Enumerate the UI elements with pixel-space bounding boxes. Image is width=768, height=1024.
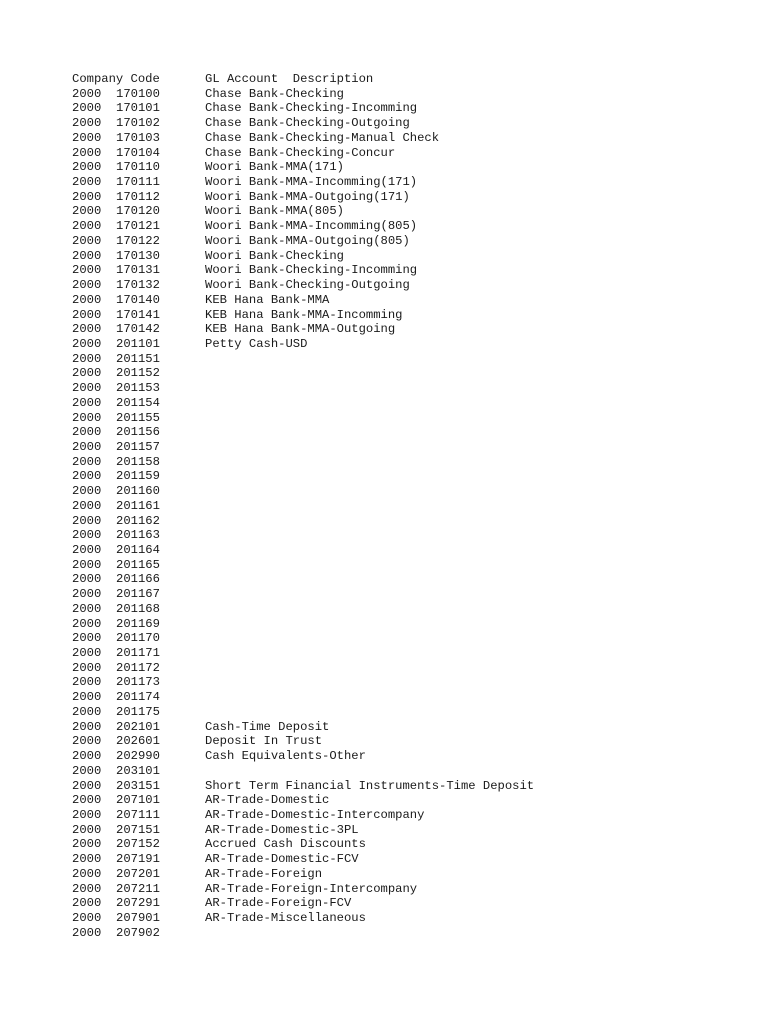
gl-account-cell: 202990 [116, 749, 160, 764]
gl-account-cell: 170103 [116, 130, 160, 145]
table-row [72, 720, 692, 735]
gl-account-cell: 170120 [116, 204, 160, 219]
table-row [72, 631, 692, 646]
table-row [72, 322, 692, 337]
table-row [72, 411, 692, 426]
description-cell: Woori Bank-MMA-Incomming(805) [205, 219, 418, 234]
description-cell: Chase Bank-Checking-Outgoing [205, 116, 410, 131]
company-code-cell: 2000 [72, 86, 102, 101]
gl-account-cell: 203151 [116, 778, 160, 793]
gl-account-cell: 170112 [116, 189, 160, 204]
gl-account-cell: 201151 [116, 351, 160, 366]
table-row [72, 911, 692, 926]
company-code-cell: 2000 [72, 881, 102, 896]
header-row [72, 72, 692, 87]
gl-account-cell: 170122 [116, 233, 160, 248]
gl-account-cell: 170110 [116, 160, 160, 175]
company-code-cell: 2000 [72, 469, 102, 484]
company-code-cell: 2000 [72, 366, 102, 381]
gl-account-cell: 170100 [116, 86, 160, 101]
gl-account-cell: 202101 [116, 719, 160, 734]
company-code-cell: 2000 [72, 675, 102, 690]
company-code-cell: 2000 [72, 307, 102, 322]
company-code-cell: 2000 [72, 410, 102, 425]
company-code-cell: 2000 [72, 454, 102, 469]
table-row [72, 572, 692, 587]
company-code-cell: 2000 [72, 543, 102, 557]
header-description: Description [292, 72, 374, 86]
description-cell: Woori Bank-MMA(171) [205, 160, 344, 175]
gl-account-cell: 207111 [116, 807, 160, 822]
company-code-cell: 2000 [72, 572, 102, 587]
company-code-cell: 2000 [72, 175, 102, 190]
table-row [72, 234, 692, 249]
company-code-cell: 2000 [72, 601, 102, 616]
company-code-cell: 2000 [72, 513, 102, 528]
company-code-cell: 2000 [72, 425, 102, 440]
company-code-cell: 2000 [72, 793, 102, 808]
table-row [72, 101, 692, 116]
gl-account-cell: 201165 [116, 557, 160, 572]
company-code-cell: 2000 [72, 395, 102, 410]
description-cell: Woori Bank-Checking [205, 248, 344, 263]
table-row [72, 837, 692, 852]
company-code-cell: 2000 [72, 660, 102, 675]
description-cell: Chase Bank-Checking-Incomming [205, 101, 418, 116]
table-row [72, 675, 692, 690]
gl-account-cell: 170131 [116, 263, 160, 278]
table-row [72, 484, 692, 499]
company-code-cell: 2000 [72, 160, 102, 175]
gl-account-cell: 201171 [116, 646, 160, 661]
gl-account-cell: 201168 [116, 601, 160, 616]
table-row [72, 882, 692, 897]
description-cell: Deposit In Trust [205, 734, 323, 749]
description-cell: Woori Bank-MMA-Incomming(171) [205, 175, 418, 190]
gl-account-cell: 207902 [116, 925, 160, 940]
description-cell: AR-Trade-Domestic [205, 793, 330, 808]
company-code-cell: 2000 [72, 763, 102, 778]
gl-account-cell: 201174 [116, 690, 160, 705]
gl-account-cell: 201158 [116, 454, 160, 469]
table-row [72, 705, 692, 720]
description-cell: Woori Bank-MMA-Outgoing(171) [205, 189, 410, 204]
company-code-cell: 2000 [72, 219, 102, 234]
description-cell: Petty Cash-USD [205, 336, 308, 351]
company-code-cell: 2000 [72, 631, 102, 646]
company-code-cell: 2000 [72, 439, 102, 454]
description-cell: Cash-Time Deposit [205, 719, 330, 734]
company-code-cell: 2000 [72, 528, 102, 543]
description-cell: Woori Bank-MMA(805) [205, 204, 344, 219]
gl-account-cell: 201173 [116, 675, 160, 690]
description-cell: KEB Hana Bank-MMA [205, 292, 330, 307]
gl-account-cell: 201161 [116, 498, 160, 513]
table-row [72, 852, 692, 867]
description-cell: Woori Bank-Checking-Outgoing [205, 278, 410, 293]
table-row [72, 749, 692, 764]
gl-account-cell: 207101 [116, 793, 160, 808]
table-row [72, 425, 692, 440]
table-row [72, 337, 692, 352]
company-code-cell: 2000 [72, 646, 102, 661]
company-code-cell: 2000 [72, 616, 102, 631]
gl-account-cell: 170141 [116, 307, 160, 322]
table-row [72, 602, 692, 617]
table-row [72, 617, 692, 632]
header-gl-account: GL Account [205, 72, 279, 86]
table-row [72, 175, 692, 190]
description-cell: AR-Trade-Foreign-FCV [205, 896, 352, 911]
gl-account-cell: 170101 [116, 101, 160, 116]
gl-account-cell: 201157 [116, 439, 160, 454]
company-code-cell: 2000 [72, 587, 102, 602]
table-row [72, 366, 692, 381]
table-row [72, 87, 692, 102]
table-row [72, 499, 692, 514]
table-row [72, 926, 692, 941]
table-row [72, 249, 692, 264]
company-code-cell: 2000 [72, 896, 102, 911]
company-code-cell: 2000 [72, 351, 102, 366]
gl-account-cell: 207191 [116, 852, 160, 867]
company-code-cell: 2000 [72, 381, 102, 396]
gl-account-cell: 170111 [116, 175, 160, 190]
table-row [72, 528, 692, 543]
gl-account-cell: 207201 [116, 866, 160, 881]
table-row [72, 808, 692, 823]
gl-account-cell: 202601 [116, 734, 160, 749]
table-row [72, 793, 692, 808]
company-code-cell: 2000 [72, 749, 102, 764]
company-code-cell: 2000 [72, 130, 102, 145]
company-code-cell: 2000 [72, 263, 102, 278]
company-code-cell: 2000 [72, 189, 102, 204]
table-body [72, 87, 692, 941]
company-code-cell: 2000 [72, 322, 102, 337]
description-cell: Short Term Financial Instruments-Time Deposit [205, 778, 535, 793]
description-cell: AR-Trade-Domestic-Intercompany [205, 807, 425, 822]
gl-account-listing [72, 72, 692, 940]
table-row [72, 160, 692, 175]
gl-account-cell: 207211 [116, 881, 160, 896]
description-cell: Woori Bank-Checking-Incomming [205, 263, 418, 278]
description-cell: Chase Bank-Checking-Manual Check [205, 130, 440, 145]
company-code-cell: 2000 [72, 910, 102, 925]
gl-account-cell: 201160 [116, 484, 160, 499]
table-row [72, 543, 692, 558]
table-row [72, 455, 692, 470]
table-row [72, 514, 692, 529]
table-row [72, 293, 692, 308]
gl-account-cell: 201156 [116, 425, 160, 440]
company-code-cell: 2000 [72, 837, 102, 852]
gl-account-cell: 207152 [116, 837, 160, 852]
description-cell: KEB Hana Bank-MMA-Outgoing [205, 322, 396, 337]
description-cell: Cash Equivalents-Other [205, 749, 366, 764]
gl-account-cell: 170140 [116, 292, 160, 307]
table-row [72, 764, 692, 779]
gl-account-cell: 170104 [116, 145, 160, 160]
company-code-cell: 2000 [72, 248, 102, 263]
description-cell: KEB Hana Bank-MMA-Incomming [205, 307, 403, 322]
description-cell: Woori Bank-MMA-Outgoing(805) [205, 233, 410, 248]
company-code-cell: 2000 [72, 690, 102, 705]
gl-account-cell: 207901 [116, 910, 160, 925]
gl-account-cell: 201163 [116, 528, 160, 543]
gl-account-cell: 201152 [116, 366, 160, 381]
gl-account-cell: 170121 [116, 219, 160, 234]
company-code-cell: 2000 [72, 484, 102, 499]
table-row [72, 779, 692, 794]
description-cell: Accrued Cash Discounts [205, 837, 366, 852]
table-row [72, 190, 692, 205]
gl-account-cell: 170130 [116, 248, 160, 263]
table-row [72, 646, 692, 661]
company-code-cell: 2000 [72, 807, 102, 822]
gl-account-cell: 170132 [116, 278, 160, 293]
table-row [72, 146, 692, 161]
gl-account-cell: 201154 [116, 395, 160, 410]
table-row [72, 440, 692, 455]
gl-account-cell: 201169 [116, 616, 160, 631]
gl-account-cell: 201162 [116, 513, 160, 528]
company-code-cell: 2000 [72, 292, 102, 307]
company-code-cell: 2000 [72, 866, 102, 881]
table-row [72, 352, 692, 367]
gl-account-cell: 201153 [116, 381, 160, 396]
table-row [72, 867, 692, 882]
table-row [72, 661, 692, 676]
table-row [72, 219, 692, 234]
gl-account-cell: 207291 [116, 896, 160, 911]
gl-account-cell: 201159 [116, 469, 160, 484]
gl-account-cell: 201167 [116, 587, 160, 602]
company-code-cell: 2000 [72, 734, 102, 749]
table-row [72, 396, 692, 411]
company-code-cell: 2000 [72, 116, 102, 131]
table-row [72, 587, 692, 602]
company-code-cell: 2000 [72, 204, 102, 219]
gl-account-cell: 170102 [116, 116, 160, 131]
gl-account-cell: 201164 [116, 543, 160, 557]
table-row [72, 131, 692, 146]
description-cell: AR-Trade-Domestic-3PL [205, 822, 359, 837]
description-cell: Chase Bank-Checking [205, 86, 344, 101]
company-code-cell: 2000 [72, 233, 102, 248]
description-cell: Chase Bank-Checking-Concur [205, 145, 396, 160]
company-code-cell: 2000 [72, 719, 102, 734]
company-code-cell: 2000 [72, 778, 102, 793]
header-company-code: Company Code [72, 72, 160, 86]
gl-account-cell: 207151 [116, 822, 160, 837]
table-row [72, 381, 692, 396]
gl-account-cell: 201155 [116, 410, 160, 425]
table-row [72, 469, 692, 484]
gl-account-cell: 201175 [116, 704, 160, 719]
gl-account-cell: 203101 [116, 763, 160, 778]
company-code-cell: 2000 [72, 822, 102, 837]
table-row [72, 823, 692, 838]
gl-account-cell: 201172 [116, 660, 160, 675]
table-row [72, 116, 692, 131]
company-code-cell: 2000 [72, 336, 102, 351]
header-gl-desc-group [205, 72, 373, 87]
company-code-cell: 2000 [72, 101, 102, 116]
table-row [72, 896, 692, 911]
company-code-cell: 2000 [72, 925, 102, 940]
company-code-cell: 2000 [72, 145, 102, 160]
company-code-cell: 2000 [72, 852, 102, 867]
gl-account-cell: 170142 [116, 322, 160, 337]
description-cell: AR-Trade-Foreign-Intercompany [205, 881, 418, 896]
table-row [72, 204, 692, 219]
table-row [72, 263, 692, 278]
description-cell: AR-Trade-Miscellaneous [205, 910, 366, 925]
company-code-cell: 2000 [72, 498, 102, 513]
table-row [72, 558, 692, 573]
table-row [72, 278, 692, 293]
gl-account-cell: 201166 [116, 572, 160, 587]
table-row [72, 308, 692, 323]
description-cell: AR-Trade-Domestic-FCV [205, 852, 359, 867]
company-code-cell: 2000 [72, 557, 102, 572]
company-code-cell: 2000 [72, 704, 102, 719]
company-code-cell: 2000 [72, 278, 102, 293]
gl-account-cell: 201101 [116, 336, 160, 351]
table-row [72, 734, 692, 749]
gl-account-cell: 201170 [116, 631, 160, 646]
description-cell: AR-Trade-Foreign [205, 866, 323, 881]
table-row [72, 690, 692, 705]
